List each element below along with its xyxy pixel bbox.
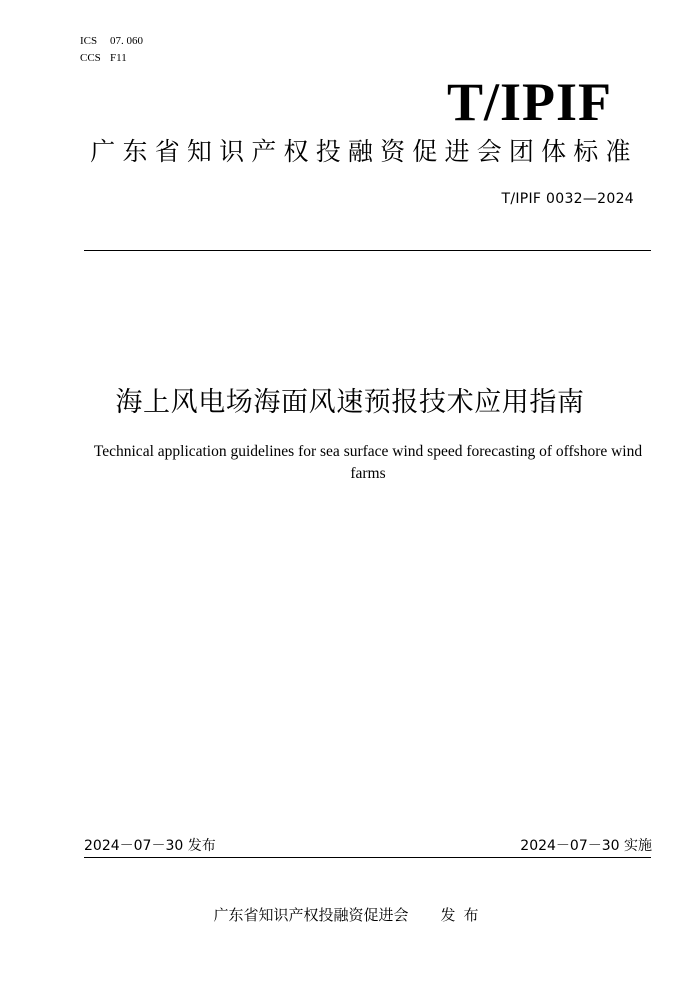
release-date: 2024－07－30 发布 [84,838,216,854]
issuer-name: 广东省知识产权投融资促进会 [213,906,409,924]
title-english: Technical application guidelines for sea surface wind speed forecasting of offshore wind farms [93,443,643,482]
standard-number: T/IPIF 0032—2024 [501,191,634,207]
ccs-row [80,50,143,67]
issuer-line [0,904,700,925]
issuer-action: 发布 [440,906,487,924]
standard-logo: T/IPIF [446,72,612,132]
title-chinese: 海上风电场海面风速预报技术应用指南 [115,387,585,418]
ccs-label: CCS [80,52,101,64]
ics-label: ICS [80,35,98,47]
footer-divider [84,857,651,858]
ccs-value: F11 [110,52,127,64]
organization-title: 广东省知识产权投融资促进会团体标准 [90,137,638,166]
implementation-date: 2024－07－30 实施 [520,838,652,854]
ics-value: 07. 060 [110,35,143,47]
classification-codes [80,33,143,67]
ics-row [80,33,143,50]
header-divider [84,250,651,251]
